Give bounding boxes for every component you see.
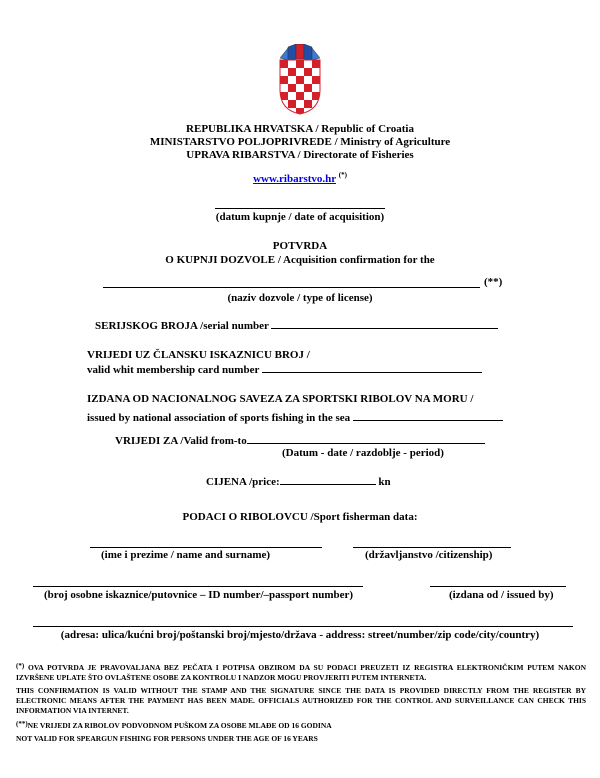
issued-by-caption: (izdana od / issued by) (449, 589, 554, 601)
website-link[interactable]: www.ribarstvo.hr (253, 173, 336, 185)
address-line[interactable] (33, 626, 573, 627)
date-caption: (datum kupnje / date of acquisition) (215, 211, 385, 223)
croatian-coat-of-arms-icon (276, 44, 324, 116)
association-field[interactable] (353, 410, 503, 421)
footnote-2-hr-text: NE VRIJEDI ZA RIBOLOV PODVODNOM PUŠKOM ZA OSOBE MLAĐE OD 16 GODINA (27, 721, 332, 730)
name-line[interactable] (90, 547, 322, 548)
footnote-1-hr-text: OVA POTVRDA JE PRAVOVALJANA BEZ PEČATA I POTPISA OBZIROM DA SU PODACI PREUZETI IZ REGISTRA ELEKTRONIČKIM PUTEM NAKON IZVRŠENE UPLATE ŠTO OVLAŠTENE OSOBE ZA KONTROLU I NADZOR MOGU PROVJERITI PUTEM INTERNETA. (16, 663, 586, 682)
price-field[interactable] (280, 474, 376, 485)
valid-caption: (Datum - date / razdoblje - period) (282, 447, 444, 459)
address-caption: (adresa: ulica/kućni broj/poštanski broj/mjesto/država - address: street/number/zip code/city/country) (60, 629, 540, 641)
association-label-en: issued by national association of sports fishing in the sea (87, 412, 351, 424)
footnote-1-hr (16, 663, 586, 683)
valid-label: VRIJEDI ZA /Valid from-to (115, 435, 247, 447)
footnote-2-hr (16, 721, 586, 731)
id-caption: (broj osobne iskaznice/putovnice – ID number/–passport number) (44, 589, 354, 601)
price-unit: kn (378, 476, 391, 488)
serial-row (95, 318, 498, 332)
membership-label-en: valid whit membership card number (87, 364, 260, 376)
citizenship-caption: (državljanstvo /citizenship) (365, 549, 493, 561)
name-caption: (ime i prezime / name and surname) (101, 549, 271, 561)
citizenship-line[interactable] (353, 547, 511, 548)
date-line[interactable] (215, 208, 385, 209)
header-line-republic: REPUBLIKA HRVATSKA / Republic of Croatia (186, 123, 414, 135)
title-line-potvrda: POTVRDA (272, 240, 328, 252)
membership-label-hr: VRIJEDI UZ ČLANSKU ISKAZNICU BROJ / (87, 349, 310, 361)
license-line[interactable] (103, 287, 480, 288)
website-footnote-mark: (*) (338, 171, 347, 179)
license-footnote-mark: (**) (484, 276, 503, 288)
title-block (0, 239, 600, 267)
website-row (0, 173, 600, 185)
footnote-1-en: THIS CONFIRMATION IS VALID WITHOUT THE STAMP AND THE SIGNATURE SINCE THE DATA IS PROVIDED DIRECTLY FROM THE REGISTER BY ELECTRONIC MEANS AFTER THE PAYMENT HAS BEEN MADE. OFFICIALS AUTHORIZED FOR THE CONTROL AND SURVEILLANCE CAN CHECK THIS INFORMATION VIA INTERNET. (16, 686, 586, 715)
valid-field[interactable] (247, 433, 485, 444)
price-row (206, 474, 391, 488)
header-line-directorate: UPRAVA RIBARSTVA / Directorate of Fisheries (186, 149, 414, 161)
membership-field[interactable] (262, 362, 482, 373)
id-line[interactable] (33, 586, 363, 587)
header-block (0, 123, 600, 162)
serial-field[interactable] (271, 318, 498, 329)
footnotes (16, 663, 586, 744)
header-line-ministry: MINISTARSTVO POLJOPRIVREDE / Ministry of Agriculture (149, 136, 451, 148)
association-row (87, 390, 503, 428)
serial-label: SERIJSKOG BROJA /serial number (95, 320, 269, 332)
valid-row (115, 433, 485, 447)
title-line-acquisition: O KUPNJI DOZVOLE / Acquisition confirmation for the (165, 254, 435, 266)
issued-by-line[interactable] (430, 586, 566, 587)
footnote-2-en: NOT VALID FOR SPEARGUN FISHING FOR PERSONS UNDER THE AGE OF 16 YEARS (16, 734, 318, 743)
footnote-1-mark: (*) (16, 662, 25, 670)
association-label-hr: IZDANA OD NACIONALNOG SAVEZA ZA SPORTSKI RIBOLOV NA MORU / (87, 393, 474, 405)
license-caption: (naziv dozvole / type of license) (227, 292, 373, 304)
price-label: CIJENA /price: (206, 476, 280, 488)
membership-row (87, 348, 482, 377)
fisherman-heading: PODACI O RIBOLOVCU /Sport fisherman data: (182, 511, 418, 523)
footnote-2-mark: (**) (16, 720, 28, 728)
